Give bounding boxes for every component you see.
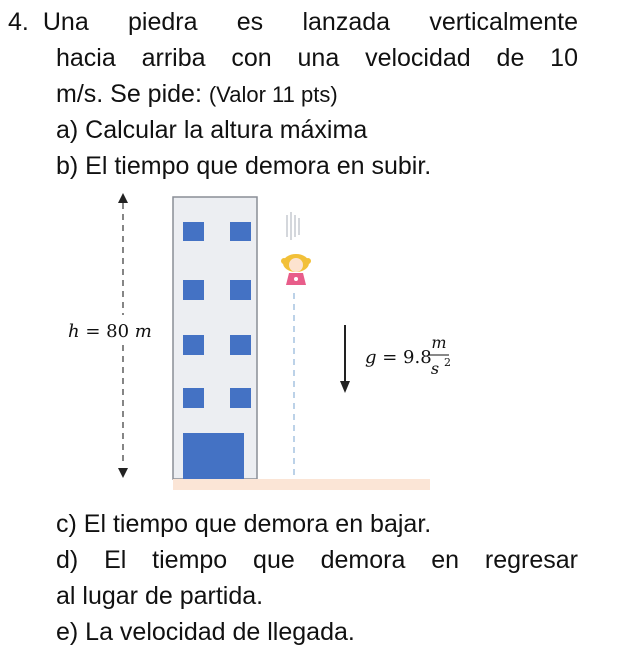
gravity-unit-exp: 2 [444,356,451,369]
building-door [183,433,244,479]
item-a: a) Calcular la altura máxima [56,116,368,144]
problem-text-3: m/s. Se pide: [56,80,209,108]
problem-line-1 [8,4,578,40]
gravity-unit-den: s [430,359,440,378]
problem-text-1: Una piedra es lanzada verticalmente [42,8,578,36]
item-c: c) El tiempo que demora en bajar. [56,510,432,538]
doll-icon [281,254,311,285]
item-b: b) El tiempo que demora en subir. [56,152,432,180]
gravity-unit-num: m [431,333,447,352]
item-d: d) El tiempo que demora en regresar [56,546,578,574]
problem-line-3 [56,76,338,113]
item-e: e) La velocidad de llegada. [56,618,355,646]
problem-line-2: hacia arriba con una velocidad de 10 [56,44,578,72]
problem-value: (Valor 11 pts) [208,82,338,107]
ground [173,479,430,490]
gravity-arrow [340,325,350,393]
motion-lines [287,212,299,240]
problem-number: 4. [8,8,29,36]
gravity-label: g = 9.8 [365,347,432,368]
height-label: h = 80 m [68,321,152,342]
item-d-continued: al lugar de partida. [56,582,264,610]
building-figure [40,185,451,495]
